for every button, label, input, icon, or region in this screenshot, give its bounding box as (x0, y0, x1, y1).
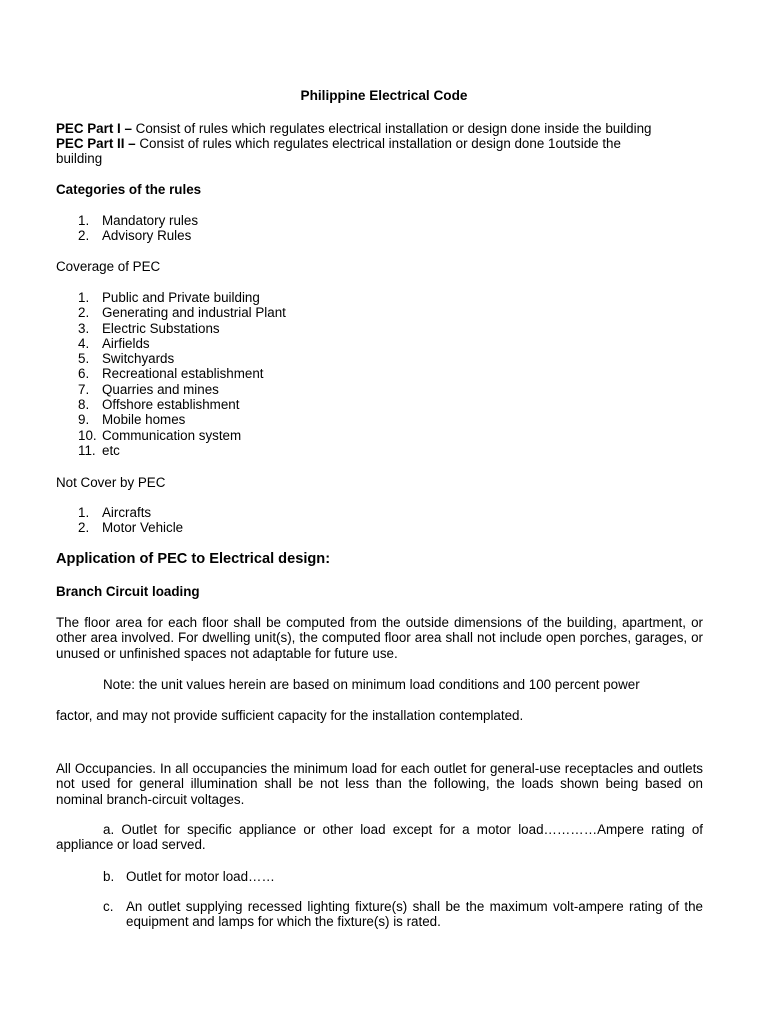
pec-part2-continuation: building (56, 151, 103, 166)
list-item: 1. Public and Private building (78, 290, 260, 305)
list-item: 2. Motor Vehicle (78, 520, 184, 536)
list-item: 10. Communication system (78, 427, 242, 443)
list-item: 5. Switchyards (78, 351, 175, 367)
occupancies-paragraph: All Occupancies. In all occupancies the minimum load for each outlet for general-use receptacles and outlets not used for general illumination shall be not less than the following, the loads shown being based on nominal branch-circuit voltages. (56, 761, 703, 807)
list-item: 6. Recreational establishment (78, 366, 264, 382)
item-b-text: Outlet for motor load…… (126, 869, 275, 884)
list-item: 9. Mobile homes (78, 412, 186, 428)
list-item: 4. Airfields (78, 335, 150, 351)
list-item: 1. Aircrafts (78, 505, 152, 520)
item-a: a. Outlet for specific appliance or other load except for a motor load…………Ampere rating of appliance or load served. (56, 822, 703, 853)
categories-heading: Categories of the rules (56, 182, 202, 197)
not-covered-heading: Not Cover by PEC (56, 475, 166, 490)
pec-part1-text: Consist of rules which regulates electrical installation or design done inside the building (131, 121, 652, 136)
item-c-label: c. (103, 899, 114, 914)
list-item: 7. Quarries and mines (78, 381, 219, 397)
note-line-1: Note: the unit values herein are based on minimum load conditions and 100 percent power (103, 677, 640, 692)
list-item: 3. Electric Substations (78, 320, 220, 336)
pec-part1-label: PEC Part I – (56, 121, 132, 136)
coverage-heading: Coverage of PEC (56, 259, 161, 274)
item-c-text: An outlet supplying recessed lighting fixture(s) shall be the maximum volt-ampere rating of the equipment and lamps for which the fixture(s) is rated. (126, 899, 703, 930)
pec-part1-line (56, 121, 651, 136)
pec-part2-label: PEC Part II – (56, 136, 136, 151)
branch-circuit-heading: Branch Circuit loading (56, 584, 200, 599)
application-heading: Application of PEC to Electrical design: (56, 551, 331, 567)
pec-part2-text: Consist of rules which regulates electrical installation or design done 1outside the (135, 136, 621, 151)
categories-list (78, 213, 198, 244)
item-b-label: b. (103, 869, 115, 884)
list-item: 2. Generating and industrial Plant (78, 305, 286, 321)
floor-area-paragraph: The floor area for each floor shall be computed from the outside dimensions of the building, apartment, or other area involved. For dwelling unit(s), the computed floor area shall not include open porches, garages, or unused or unfinished spaces not adaptable for future use. (56, 615, 703, 661)
page-title: Philippine Electrical Code (300, 88, 468, 103)
coverage-list (78, 290, 286, 458)
pec-part2-line (56, 136, 621, 151)
list-item: 2. Advisory Rules (78, 228, 192, 244)
list-item: 11. etc (78, 442, 120, 458)
list-item: 8. Offshore establishment (78, 397, 240, 413)
note-line-2: factor, and may not provide sufficient capacity for the installation contemplated. (56, 708, 524, 723)
not-covered-list (78, 505, 183, 536)
list-item: 1. Mandatory rules (78, 213, 199, 228)
